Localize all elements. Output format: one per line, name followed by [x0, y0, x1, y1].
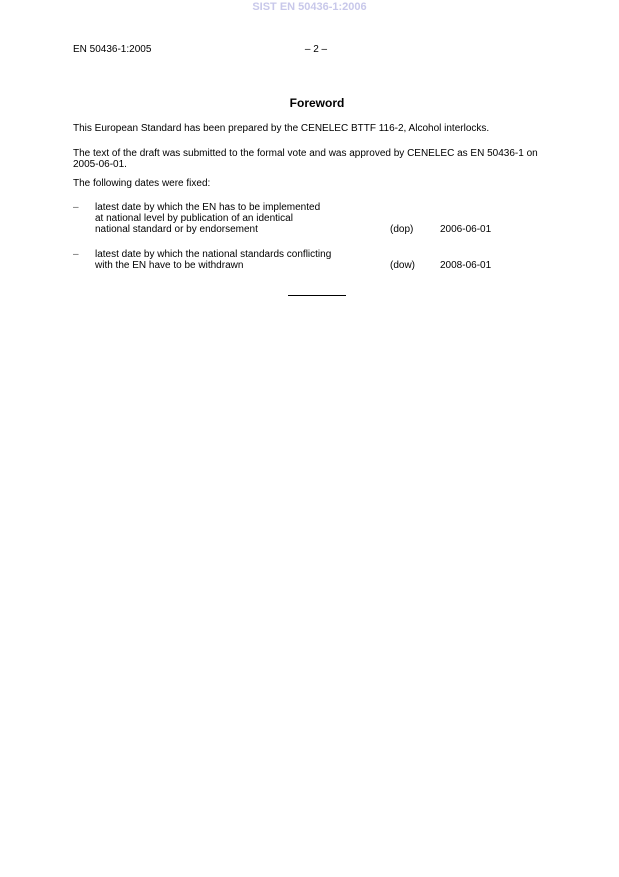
- document-id: EN 50436-1:2005: [73, 44, 152, 55]
- foreword-title: Foreword: [289, 96, 345, 110]
- dop-date: 2006-06-01: [440, 224, 492, 235]
- dop-line-3: national standard or by endorsement: [95, 224, 258, 235]
- list-bullet-dash: –: [73, 249, 79, 260]
- dop-line-2: at national level by publication of an identical: [95, 213, 293, 224]
- dow-code: (dow): [390, 260, 416, 271]
- end-rule-divider: [288, 295, 346, 296]
- list-item-dow-text: [95, 249, 385, 271]
- dow-line-1: latest date by which the national standards conflicting: [95, 249, 332, 260]
- foreword-paragraph-approval: [73, 148, 573, 170]
- dow-date: 2008-06-01: [440, 260, 492, 271]
- dop-line-1: latest date by which the EN has to be implemented: [95, 202, 321, 213]
- foreword-paragraph-prepared-by: This European Standard has been prepared by the CENELEC BTTF 116-2, Alcohol interlocks.: [73, 123, 490, 134]
- list-bullet-dash: –: [73, 202, 79, 213]
- dop-code: (dop): [390, 224, 414, 235]
- approval-line-1: The text of the draft was submitted to the formal vote and was approved by CENELEC as EN 50436-1 on: [73, 148, 538, 159]
- approval-line-2: 2005-06-01.: [73, 159, 127, 170]
- watermark: SIST EN 50436-1:2006: [252, 1, 367, 13]
- dow-line-2: with the EN have to be withdrawn: [95, 260, 244, 271]
- list-item-dop-text: [95, 202, 385, 235]
- page-number: – 2 –: [304, 44, 328, 55]
- foreword-paragraph-dates-intro: The following dates were fixed:: [73, 178, 211, 189]
